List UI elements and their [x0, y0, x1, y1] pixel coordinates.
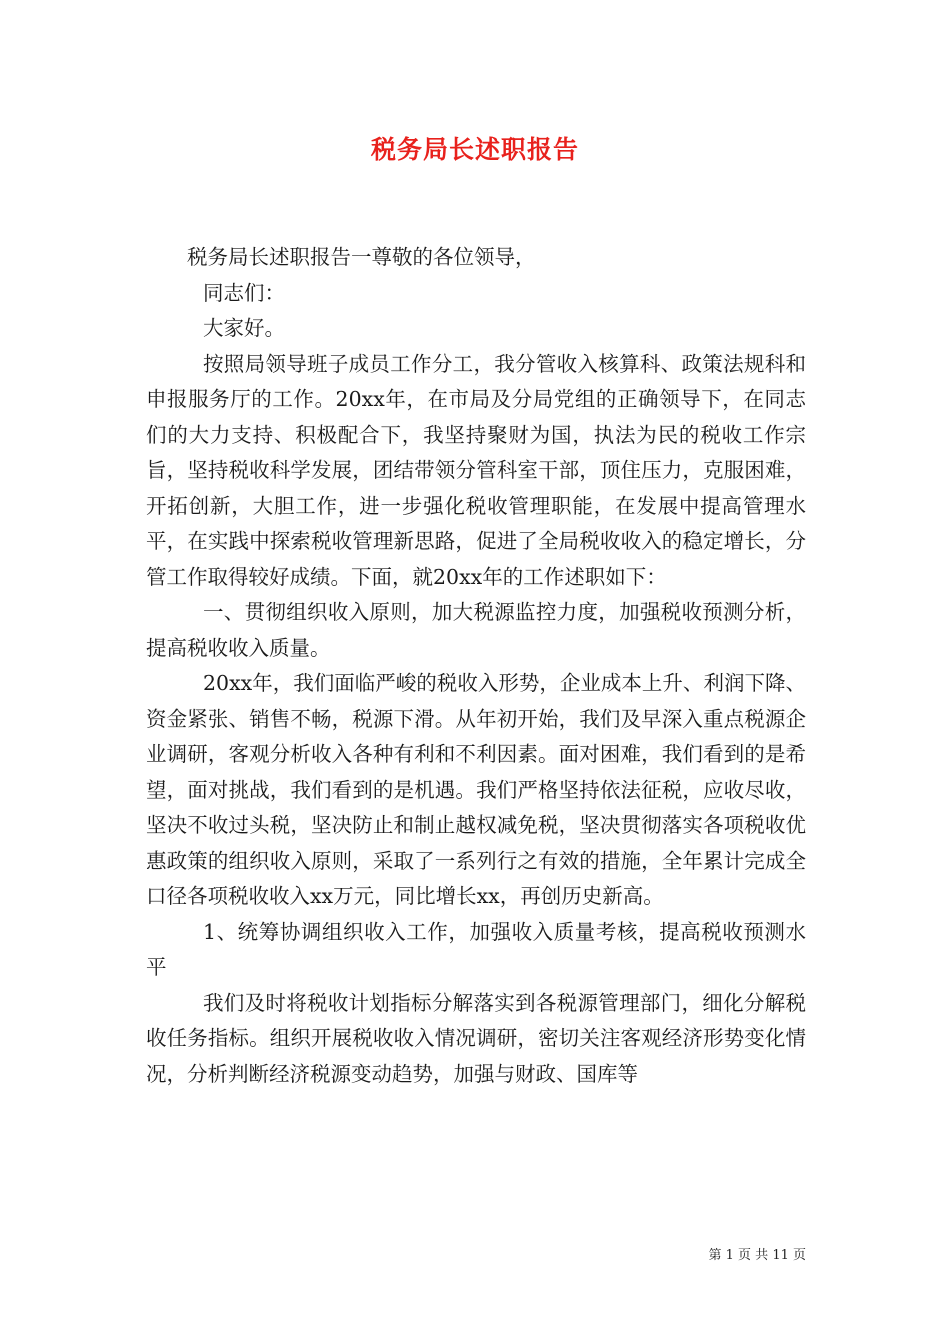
paragraph-section-one-heading: 一、贯彻组织收入原则，加大税源监控力度，加强税收预测分析，提高税收收入质量。 — [146, 600, 806, 660]
paragraph-subsection-one-heading: 1、统筹协调组织收入工作，加强收入质量考核，提高税收预测水平 — [146, 919, 806, 979]
paragraph-section-one-body: 20xx年，我们面临严峻的税收入形势，企业成本上升、利润下降、资金紧张、销售不畅，税源下滑。从年初开始，我们及早深入重点税源企业调研，客观分析收入各种有利和不利因素。面对困难，我们看到的是希望，面对挑战，我们看到的是机遇。我们严格坚持依法征税，应收尽收，坚决不收过头税，坚决防止和制止越权减免税，坚决贯彻落实各项税收优惠政策的组织收入原则，采取了一系列行之有效的措施，全年累计完成全口径各项税收收入xx万元，同比增长xx，再创历史新高。 — [146, 671, 806, 908]
page-number: 第 1 页 共 11 页 — [708, 1248, 806, 1263]
paragraph-intro: 按照局领导班子成员工作分工，我分管收入核算科、政策法规科和申报服务厅的工作。20xx年，在市局及分局党组的正确领导下，在同志们的大力支持、积极配合下，我坚持聚财为国，执法为民的税收工作宗旨，坚持税收科学发展，团结带领分管科室干部，顶住压力，克服困难，开拓创新，大胆工作，进一步强化税收管理职能，在发展中提高管理水平，在实践中探索税收管理新思路，促进了全局税收收入的稳定增长，分管工作取得较好成绩。下面，就20xx年的工作述职如下： — [146, 351, 806, 589]
paragraph-hello: 大家好。 — [203, 316, 285, 340]
document-title: 税务局长述职报告 — [370, 135, 579, 164]
document-body — [146, 240, 806, 1092]
paragraph-comrades: 同志们： — [203, 280, 285, 305]
paragraph-greeting: 税务局长述职报告一尊敬的各位领导， — [187, 245, 536, 269]
paragraph-subsection-one-body: 我们及时将税收计划指标分解落实到各税源管理部门，细化分解税收任务指标。组织开展税收收入情况调研，密切关注客观经济形势变化情况，分析判断经济税源变动趋势，加强与财政、国库等 — [146, 990, 806, 1086]
